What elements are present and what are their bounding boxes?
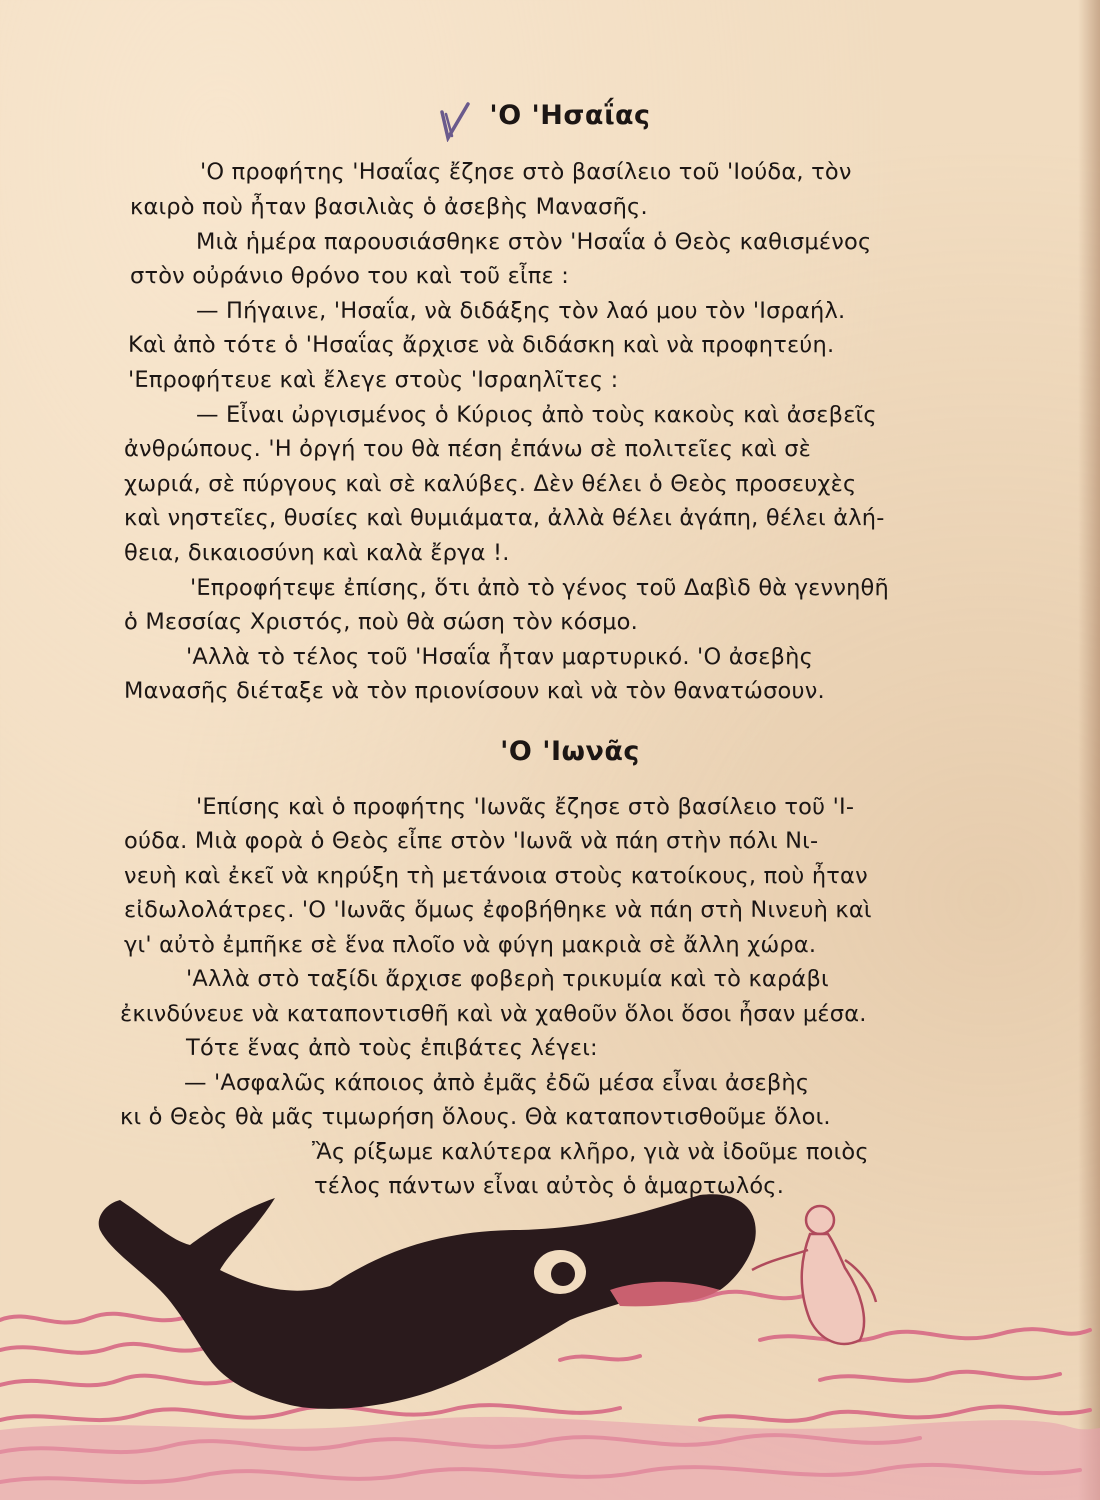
text-line: εἰδωλολάτρες. 'Ο 'Ιωνᾶς ὅμως ἐφοβήθηκε νὰ πάη στὴ Νινευὴ καὶ [124,897,872,923]
text-line: 'Αλλὰ τὸ τέλος τοῦ 'Ησαΐα ἦταν μαρτυρικό. 'Ο ἀσεβὴς [186,644,813,670]
text-line: νευὴ καὶ ἐκεῖ νὰ κηρύξη τὴ μετάνοια στοὺς κατοίκους, ποὺ ἦταν [124,863,868,889]
text-line: γι' αὐτὸ ἐμπῆκε σὲ ἕνα πλοῖο νὰ φύγη μακριὰ σὲ ἄλλη χώρα. [124,932,817,958]
text-line: ούδα. Μιὰ φορὰ ὁ Θεὸς εἶπε στὸν 'Ιωνᾶ νὰ πάη στὴν πόλι Νι- [124,828,819,854]
text-line: Τότε ἕνας ἀπὸ τοὺς ἐπιβάτες λέγει: [186,1035,598,1061]
text-line: ὁ Μεσσίας Χριστός, ποὺ θὰ σώση τὸν κόσμο. [124,609,638,635]
text-line: Ἂς ρίξωμε καλύτερα κλῆρο, γιὰ νὰ ἰδοῦμε ποιὸς [312,1139,869,1165]
whale-illustration [0,1190,1100,1500]
text-line: Καὶ ἀπὸ τότε ὁ 'Ησαΐας ἄρχισε νὰ διδάσκη καὶ νὰ προφητεύη. [128,332,835,358]
text-line: — Πήγαινε, 'Ησαΐα, νὰ διδάξης τὸν λαό μου τὸν 'Ισραήλ. [196,298,846,324]
text-line: ἐκινδύνευε νὰ καταποντισθῆ καὶ νὰ χαθοῦν ὅλοι ὅσοι ἦσαν μέσα. [120,1001,867,1027]
text-line: 'Επροφήτευε καὶ ἔλεγε στοὺς 'Ισραηλῖτες : [128,367,619,393]
text-line: τέλος πάντων εἶναι αὐτὸς ὁ ἁμαρτωλός. [314,1173,785,1199]
text-line: 'Ο προφήτης 'Ησαΐας ἔζησε στὸ βασίλειο τοῦ 'Ιούδα, τὸν [200,159,852,185]
whale-eye [534,1250,586,1294]
text-line: 'Επίσης καὶ ὁ προφήτης 'Ιωνᾶς ἔζησε στὸ βασίλειο τοῦ 'Ι- [196,794,855,820]
text-line: — 'Ασφαλῶς κάποιος ἀπὸ ἐμᾶς ἐδῶ μέσα εἶναι ἀσεβὴς [184,1070,810,1096]
text-line: καιρὸ ποὺ ἦταν βασιλιὰς ὁ ἀσεβὴς Μανασῆς. [130,194,648,220]
sea-wave-fills [0,1417,1100,1500]
text-line: καὶ νηστεῖες, θυσίες καὶ θυμιάματα, ἀλλὰ θέλει ἀγάπη, θέλει ἀλή- [124,505,885,531]
section-title-isaiah: 'Ο 'Ησαΐας [489,100,651,131]
jonah-figure [752,1206,876,1344]
text-line: στὸν οὐράνιο θρόνο του καὶ τοῦ εἶπε : [130,263,570,289]
text-line: — Εἶναι ὠργισμένος ὁ Κύριος ἀπὸ τοὺς κακοὺς καὶ ἀσεβεῖς [196,402,877,428]
text-line: Μιὰ ἡμέρα παρουσιάσθηκε στὸν 'Ησαΐα ὁ Θεὸς καθισμένος [196,229,872,255]
text-line: χωριά, σὲ πύργους καὶ σὲ καλύβες. Δὲν θέλει ὁ Θεὸς προσευχὲς [124,471,857,497]
text-line: θεια, δικαιοσύνη καὶ καλὰ ἔργα !. [124,540,510,566]
text-line: Μανασῆς διέταξε νὰ τὸν πριονίσουν καὶ νὰ τὸν θανατώσουν. [124,678,825,704]
text-line: 'Επροφήτεψε ἐπίσης, ὅτι ἀπὸ τὸ γένος τοῦ Δαβὶδ θὰ γεννηθῆ [190,575,889,601]
text-line: 'Αλλὰ στὸ ταξίδι ἄρχισε φοβερὴ τρικυμία καὶ τὸ καράβι [186,966,829,992]
text-line: κι ὁ Θεὸς θὰ μᾶς τιμωρήση ὅλους. Θὰ καταποντισθοῦμε ὅλοι. [120,1104,831,1130]
text-line: ἀνθρώπους. 'Η ὀργή του θὰ πέση ἐπάνω σὲ πολιτεῖες καὶ σὲ [124,436,812,462]
section-title-jonah: 'Ο 'Ιωνᾶς [500,736,640,767]
